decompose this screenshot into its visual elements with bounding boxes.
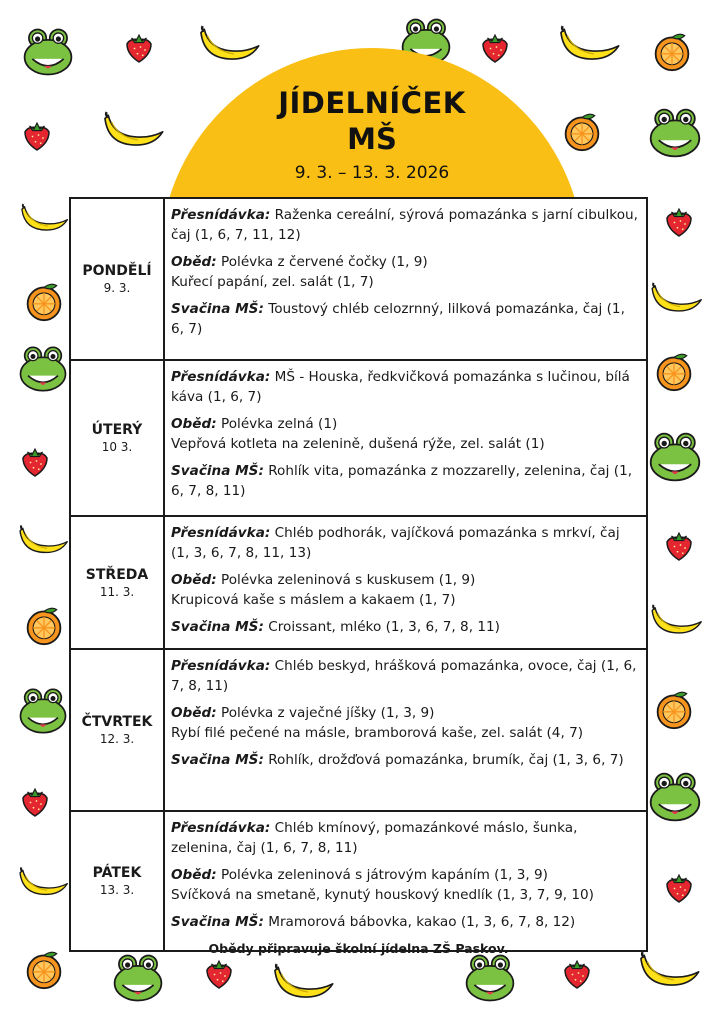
lunch-soup-text: Polévka z vaječné jíšky (1, 3, 9) bbox=[221, 705, 435, 721]
afternoon-snack-label: Svačina MŠ: bbox=[171, 463, 264, 479]
day-name: PÁTEK bbox=[92, 865, 142, 881]
meals-cell bbox=[164, 649, 647, 811]
day-date: 11. 3. bbox=[99, 584, 135, 599]
banana-icon bbox=[648, 600, 704, 642]
lunch-label: Oběd: bbox=[171, 705, 217, 721]
lunch-soup-text: Polévka zeleninová s játrovým kapáním (1, 3, 9) bbox=[221, 867, 548, 883]
orange-icon bbox=[652, 32, 692, 72]
day-cell bbox=[70, 649, 164, 811]
day-name: ÚTERÝ bbox=[91, 422, 143, 438]
banana-icon bbox=[100, 110, 166, 152]
frog-icon bbox=[648, 106, 702, 160]
afternoon-snack-label: Svačina MŠ: bbox=[171, 619, 264, 635]
frog-icon bbox=[112, 952, 164, 1004]
day-cell bbox=[70, 516, 164, 649]
lunch-main-text: Vepřová kotleta na zelenině, dušená rýže, zel. salát (1) bbox=[171, 436, 545, 452]
strawberry-icon bbox=[20, 444, 50, 478]
lunch-main-text: Krupicová kaše s máslem a kakaem (1, 7) bbox=[171, 592, 456, 608]
lunch-soup-text: Polévka zeleninová s kuskusem (1, 9) bbox=[221, 572, 476, 588]
strawberry-icon bbox=[562, 956, 592, 990]
morning-snack-text: Chléb podhorák, vajíčková pomazánka s mrkví, čaj (1, 3, 6, 7, 8, 11, 13) bbox=[171, 525, 620, 561]
afternoon-snack bbox=[171, 617, 640, 637]
strawberry-icon bbox=[664, 528, 694, 562]
afternoon-snack-text: Rohlík vita, pomazánka z mozzarelly, zelenina, čaj (1, 6, 7, 8, 11) bbox=[171, 463, 633, 499]
strawberry-icon bbox=[124, 30, 154, 64]
banana-icon bbox=[16, 862, 70, 904]
banana-icon bbox=[196, 24, 262, 66]
orange-icon bbox=[24, 950, 64, 990]
frog-icon bbox=[18, 686, 68, 736]
morning-snack bbox=[171, 367, 640, 407]
menu-row bbox=[70, 516, 647, 649]
orange-icon bbox=[654, 690, 694, 730]
morning-snack bbox=[171, 656, 640, 696]
strawberry-icon bbox=[480, 30, 510, 64]
day-date: 13. 3. bbox=[99, 883, 135, 897]
page-subtitle: MŠ bbox=[347, 122, 397, 156]
lunch bbox=[171, 865, 640, 905]
day-name: PONDĚLÍ bbox=[82, 263, 152, 279]
morning-snack-text: Chléb kmínový, pomazánkové máslo, šunka, zelenina, čaj (1, 6, 7, 8, 11) bbox=[171, 820, 578, 856]
morning-snack bbox=[171, 205, 640, 245]
lunch-soup-text: Polévka zelná (1) bbox=[221, 416, 338, 432]
banana-icon bbox=[648, 278, 704, 320]
lunch-label: Oběd: bbox=[171, 254, 217, 270]
day-date: 10 3. bbox=[101, 440, 133, 454]
morning-snack-label: Přesnídávka: bbox=[171, 820, 271, 836]
lunch-label: Oběd: bbox=[171, 416, 217, 432]
lunch-label: Oběd: bbox=[171, 572, 217, 588]
menu-row bbox=[70, 649, 647, 811]
lunch-main-text: Kuřecí papání, zel. salát (1, 7) bbox=[171, 274, 374, 290]
menu-row bbox=[70, 811, 647, 951]
day-cell bbox=[70, 811, 164, 951]
lunch-soup-text: Polévka z červené čočky (1, 9) bbox=[221, 254, 428, 270]
orange-icon bbox=[654, 352, 694, 392]
afternoon-snack bbox=[171, 299, 640, 339]
meals-cell bbox=[164, 198, 647, 360]
morning-snack-text: MŠ - Houska, ředkvičková pomazánka s lučinou, bílá káva (1, 6, 7) bbox=[171, 369, 630, 405]
banana-icon bbox=[556, 24, 622, 66]
frog-icon bbox=[18, 344, 68, 394]
lunch bbox=[171, 252, 640, 292]
morning-snack-text: Raženka cereální, sýrová pomazánka s jarní cibulkou, čaj (1, 6, 7, 11, 12) bbox=[171, 207, 638, 243]
afternoon-snack-label: Svačina MŠ: bbox=[171, 752, 264, 768]
frog-icon bbox=[648, 770, 702, 824]
lunch bbox=[171, 414, 640, 454]
lunch-label: Oběd: bbox=[171, 867, 217, 883]
banana-icon bbox=[270, 962, 336, 1004]
banana-icon bbox=[16, 520, 70, 562]
lunch bbox=[171, 570, 640, 610]
strawberry-icon bbox=[22, 118, 52, 152]
afternoon-snack bbox=[171, 750, 640, 770]
morning-snack bbox=[171, 818, 640, 858]
banana-icon bbox=[636, 950, 702, 992]
afternoon-snack bbox=[171, 461, 640, 501]
morning-snack-label: Přesnídávka: bbox=[171, 658, 271, 674]
afternoon-snack-text: Rohlík, drožďová pomazánka, brumík, čaj (1, 3, 6, 7) bbox=[268, 752, 624, 768]
meals-cell bbox=[164, 811, 647, 951]
frog-icon bbox=[648, 430, 702, 484]
date-range: 9. 3. – 13. 3. 2026 bbox=[294, 163, 450, 183]
day-cell bbox=[70, 360, 164, 516]
meals-cell bbox=[164, 360, 647, 516]
lunch-main-text: Svíčková na smetaně, kynutý houskový knedlík (1, 3, 7, 9, 10) bbox=[171, 887, 594, 903]
day-name: STŘEDA bbox=[85, 566, 149, 583]
morning-snack bbox=[171, 523, 640, 563]
orange-icon bbox=[24, 606, 64, 646]
day-name: ČTVRTEK bbox=[81, 714, 153, 730]
afternoon-snack-text: Croissant, mléko (1, 3, 6, 7, 8, 11) bbox=[268, 619, 500, 635]
frog-icon bbox=[464, 952, 516, 1004]
orange-icon bbox=[24, 282, 64, 322]
menu-row bbox=[70, 360, 647, 516]
morning-snack-label: Přesnídávka: bbox=[171, 207, 271, 223]
frog-icon bbox=[22, 26, 74, 78]
menu-table bbox=[69, 197, 648, 952]
page-title: JÍDELNÍČEK bbox=[278, 86, 466, 120]
day-date: 9. 3. bbox=[103, 281, 131, 295]
strawberry-icon bbox=[664, 204, 694, 238]
lunch-main-text: Rybí filé pečené na másle, bramborová kaše, zel. salát (4, 7) bbox=[171, 725, 584, 741]
morning-snack-text: Chléb beskyd, hrášková pomazánka, ovoce, čaj (1, 6, 7, 8, 11) bbox=[171, 658, 637, 694]
footer-note: Obědy připravuje školní jídelna ZŠ Paskov. bbox=[208, 941, 509, 956]
menu-row bbox=[70, 198, 647, 360]
afternoon-snack-label: Svačina MŠ: bbox=[171, 914, 264, 930]
afternoon-snack bbox=[171, 912, 640, 932]
afternoon-snack-text: Mramorová bábovka, kakao (1, 3, 6, 7, 8, 12) bbox=[268, 914, 576, 930]
lunch bbox=[171, 703, 640, 743]
strawberry-icon bbox=[664, 870, 694, 904]
morning-snack-label: Přesnídávka: bbox=[171, 369, 271, 385]
afternoon-snack-text: Toustový chléb celozrnný, lilková pomazánka, čaj (1, 6, 7) bbox=[171, 301, 625, 337]
morning-snack-label: Přesnídávka: bbox=[171, 525, 271, 541]
day-date: 12. 3. bbox=[99, 732, 135, 746]
afternoon-snack-label: Svačina MŠ: bbox=[171, 301, 264, 317]
banana-icon bbox=[18, 198, 70, 240]
meals-cell bbox=[164, 516, 647, 649]
day-cell bbox=[70, 198, 164, 360]
strawberry-icon bbox=[20, 784, 50, 818]
strawberry-icon bbox=[204, 956, 234, 990]
